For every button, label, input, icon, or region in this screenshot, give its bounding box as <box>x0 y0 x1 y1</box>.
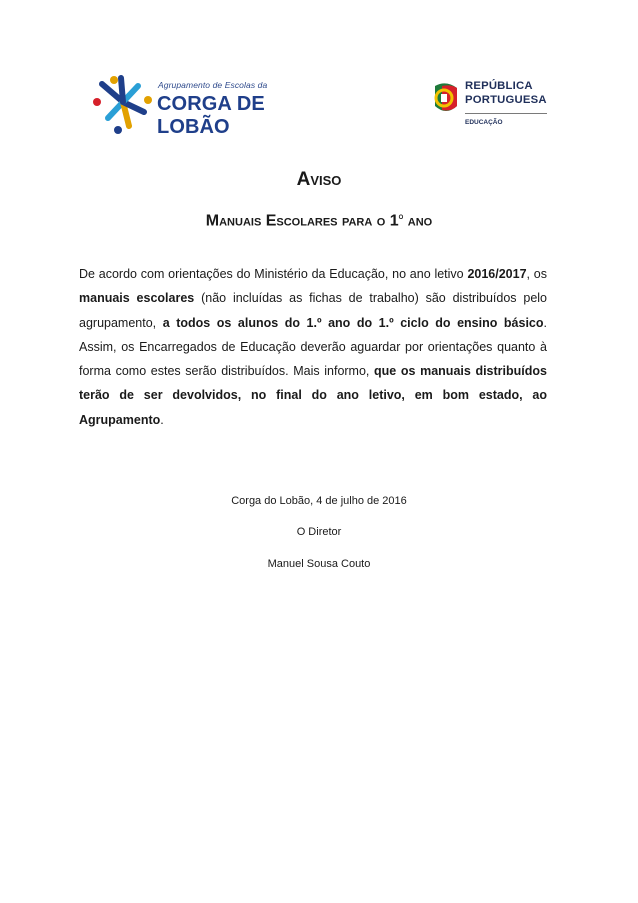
document-subtitle <box>0 211 638 230</box>
school-star-icon <box>88 72 158 142</box>
return-notice-bold: que os manuais distribuídos terão de ser devolvidos, no final do ano letivo, em bom estado, ao Agrupamento <box>79 364 547 427</box>
subtitle-text: Manuais Escolares para o 1 <box>205 212 399 230</box>
school-year: 2016/2017 <box>467 267 527 281</box>
document-title: Aviso <box>296 169 342 190</box>
body-segment-4: . Assim, os Encarregados de Educação deverão aguardar por orientações quanto à forma como estes serão distribuídos. Mais informo, <box>79 315 547 379</box>
letterhead <box>88 64 558 144</box>
school-name-small: Agrupamento de Escolas da <box>158 80 268 90</box>
signatory-role: O Diretor <box>296 526 342 538</box>
place-date: Corga do Lobão, 4 de julho de 2016 <box>231 495 407 507</box>
educacao-label: EDUCAÇÃO <box>465 119 503 126</box>
body-segment-3: (não incluídas as fichas de trabalho) são distribuídos pelo agrupamento, <box>79 291 547 330</box>
body-segment-1: De acordo com orientações do Ministério da Educação, no ano letivo <box>79 267 468 281</box>
subtitle-tail: ano <box>403 212 433 230</box>
subtitle-superscript: o <box>398 211 404 221</box>
body-segment-2: , os <box>526 267 547 281</box>
rp-divider <box>465 113 547 114</box>
signatory-name: Manuel Sousa Couto <box>267 558 371 570</box>
notice-body <box>79 262 547 432</box>
manuais-escolares-bold: manuais escolares <box>79 291 195 306</box>
body-segment-5: . <box>160 412 164 427</box>
republica-label: REPÚBLICA <box>465 80 533 92</box>
portuguesa-label: PORTUGUESA <box>465 94 547 106</box>
school-logo <box>88 64 308 144</box>
target-students-bold: a todos os alunos do 1.º ano do 1.º ciclo do ensino básico <box>162 315 544 330</box>
school-name: CORGA DE LOBÃO <box>157 93 265 138</box>
coat-of-arms-icon <box>431 82 461 114</box>
republica-portuguesa-logo <box>431 80 561 140</box>
